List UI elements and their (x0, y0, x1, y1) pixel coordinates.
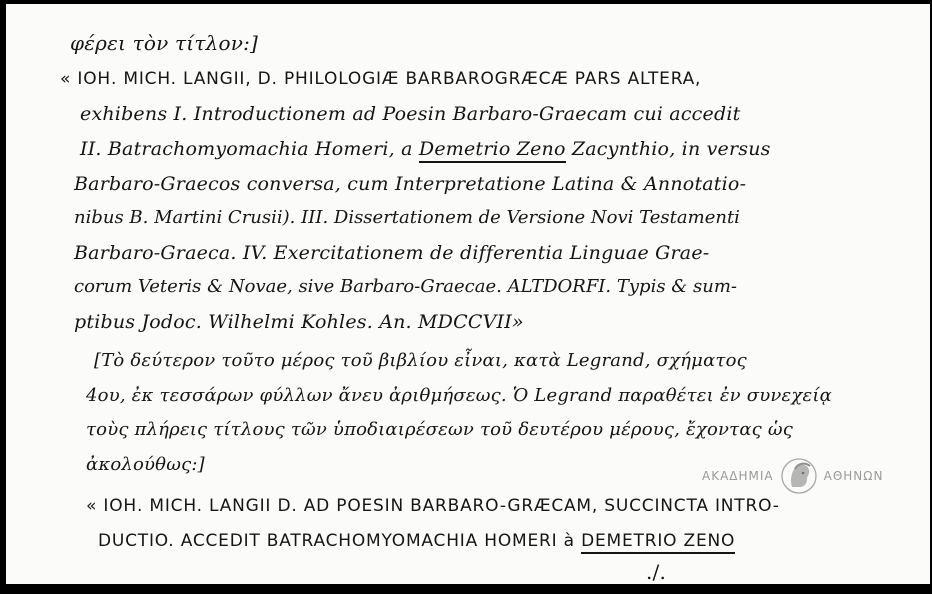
stamp-text-left: ΑΚΑΔΗΜΙΑ (702, 469, 774, 483)
stamp-text-right: ΑΘΗΝΩΝ (823, 469, 884, 483)
text-line-4-end: Zacynthio, in versus (565, 138, 771, 160)
text-line-10: [Τὸ δεύτερον τοῦτο μέρος τοῦ βιβλίου εἶναι, κατὰ Legrand, σχήματος (94, 350, 747, 371)
text-line-4 (80, 138, 771, 160)
text-line-2: « ΙΟΗ. MICH. LANGII, D. PHILOLOGIÆ BARBAROGRÆCÆ PARS ALTERA, (60, 69, 702, 89)
text-line-6: nibus B. Martini Crusii). III. Dissertationem de Versione Novi Testamenti (74, 207, 740, 228)
text-line-9: ptibus Jodoc. Wilhelmi Kohles. An. MDCCVII» (74, 311, 524, 333)
athena-head-seal-icon (780, 456, 818, 496)
index-card (6, 4, 930, 584)
text-line-15-start: DUCTIO. ACCEDIT BATRACHOMYOMACHIA HOMERI à (98, 531, 575, 551)
text-line-14: « ΙΟΗ. MICH. LANGII D. AD POESIN BARBARO-GRÆCAM, SUCCINCTA INTRO- (86, 496, 780, 516)
text-line-11: 4ου, ἐκ τεσσάρων φύλλων ἄνευ ἀριθμήσεως. Ὁ Legrand παραθέτει ἐν συνεχείᾳ (86, 385, 832, 406)
underlined-name: Demetrio Zeno (419, 138, 566, 163)
text-line-7: Barbaro-Graeca. IV. Exercitationem de differentia Linguae Grae- (74, 242, 710, 264)
text-line-1: φέρει τὸν τίτλον:] (70, 31, 259, 55)
text-line-13: ἀκολούθως:] (86, 454, 205, 475)
text-line-3: exhibens I. Introductionem ad Poesin Barbaro-Graecam cui accedit (80, 103, 741, 125)
text-line-8: corum Veteris & Novae, sive Barbaro-Graecae. ALTDORFI. Typis & sum- (74, 276, 738, 297)
end-mark: ./. (646, 560, 667, 584)
underlined-name-caps: DEMETRIO ZENO (581, 531, 735, 554)
text-line-15 (98, 531, 735, 551)
library-stamp (702, 456, 883, 496)
text-line-5: Barbaro-Graecos conversa, cum Interpretatione Latina & Annotatio- (74, 173, 747, 195)
text-line-12: τοὺς πλήρεις τίτλους τῶν ὑποδιαιρέσεων τοῦ δευτέρου μέρους, ἔχοντας ὡς (86, 419, 794, 440)
text-line-4-start: II. Batrachomyomachia Homeri, a (80, 138, 413, 160)
